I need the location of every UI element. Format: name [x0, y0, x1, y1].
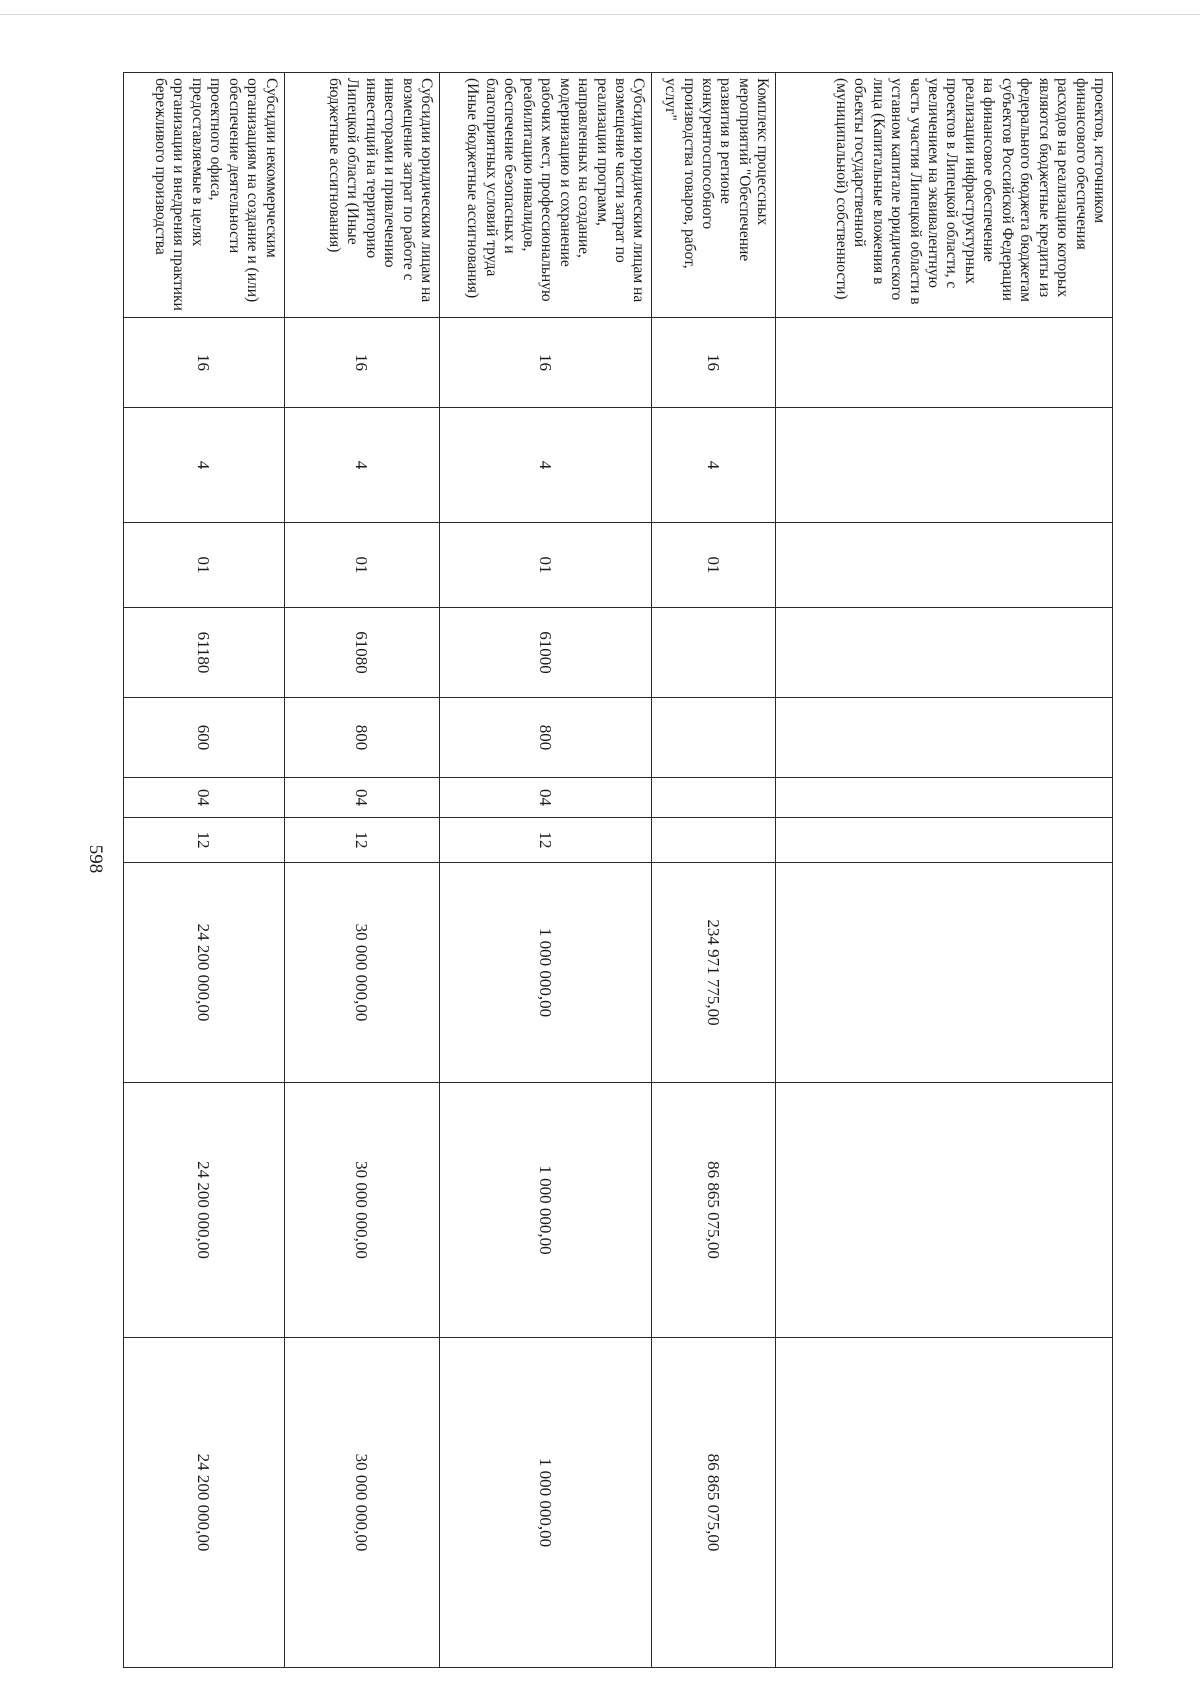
code-subsection: 12	[440, 818, 652, 863]
code-subsection: 12	[124, 818, 285, 863]
code-direction: 61000	[440, 608, 652, 698]
code-direction	[652, 608, 776, 698]
table-row	[776, 73, 1113, 1668]
code-expense-type	[776, 698, 1113, 778]
code-program	[776, 318, 1113, 408]
amount-year-1: 30 000 000,00	[284, 863, 439, 1083]
code-measure: 01	[284, 523, 439, 608]
code-subprogram: 4	[124, 408, 285, 523]
code-subprogram	[776, 408, 1113, 523]
table-row	[440, 73, 652, 1668]
amount-year-2: 24 200 000,00	[124, 1083, 285, 1338]
row-description: Субсидии некоммерческим организациям на создание и (или) обеспечение деятельности проектного офиса, предоставляемые в целях организации и внедрения практики бережливого производства	[124, 73, 285, 318]
code-section: 04	[124, 778, 285, 818]
code-expense-type: 800	[440, 698, 652, 778]
code-expense-type: 800	[284, 698, 439, 778]
amount-year-2	[776, 1083, 1113, 1338]
amount-year-3: 24 200 000,00	[124, 1338, 285, 1668]
code-direction: 61080	[284, 608, 439, 698]
amount-year-1	[776, 863, 1113, 1083]
code-program: 16	[284, 318, 439, 408]
amount-year-2: 1 000 000,00	[440, 1083, 652, 1338]
budget-table-rotated	[123, 72, 1113, 1667]
code-subsection	[652, 818, 776, 863]
code-subprogram: 4	[652, 408, 776, 523]
table-row	[652, 73, 776, 1668]
code-subsection	[776, 818, 1113, 863]
amount-year-2: 86 865 075,00	[652, 1083, 776, 1338]
amount-year-3: 30 000 000,00	[284, 1338, 439, 1668]
code-expense-type: 600	[124, 698, 285, 778]
code-direction	[776, 608, 1113, 698]
code-measure: 01	[124, 523, 285, 608]
code-subprogram: 4	[440, 408, 652, 523]
row-description: Субсидии юридическим лицам на возмещение затрат по работе с инвесторами и привлечению инвестиций на территорию Липецкой области (Иные бюджетные ассигнования)	[284, 73, 439, 318]
code-expense-type	[652, 698, 776, 778]
table-row	[284, 73, 439, 1668]
code-measure	[776, 523, 1113, 608]
code-direction: 61180	[124, 608, 285, 698]
row-description: проектов, источником финансового обеспечения расходов на реализацию которых являются бюджетные кредиты из федерального бюджета бюджетам субъектов Российской Федерации на финансовое обеспечение реализации инфраструктурных проектов в Липецкой области, с увеличением на эквивалентную часть участия Липецкой области в уставном капитале юридического лица (Капитальные вложения в объекты государственной (муниципальной) собственности)	[776, 73, 1113, 318]
code-section: 04	[284, 778, 439, 818]
code-program: 16	[652, 318, 776, 408]
code-program: 16	[124, 318, 285, 408]
row-description: Комплекс процессных мероприятий "Обеспечение развития в регионе конкурентоспособного производства товаров, работ, услуг"	[652, 73, 776, 318]
code-subprogram: 4	[284, 408, 439, 523]
amount-year-2: 30 000 000,00	[284, 1083, 439, 1338]
amount-year-3: 86 865 075,00	[652, 1338, 776, 1668]
code-section	[776, 778, 1113, 818]
code-measure: 01	[440, 523, 652, 608]
amount-year-1: 24 200 000,00	[124, 863, 285, 1083]
scan-edge-line	[0, 14, 1200, 15]
amount-year-1: 234 971 775,00	[652, 863, 776, 1083]
row-description: Субсидии юридическим лицам на возмещение части затрат по реализации программ, направленных на создание, модернизацию и сохранение рабочих мест, профессиональную реабилитацию инвалидов, обеспечение безопасных и благоприятных условий труда (Иные бюджетные ассигнования)	[440, 73, 652, 318]
code-section: 04	[440, 778, 652, 818]
table-row	[124, 73, 285, 1668]
page-number: 598	[85, 844, 106, 874]
code-program: 16	[440, 318, 652, 408]
code-subsection: 12	[284, 818, 439, 863]
amount-year-3	[776, 1338, 1113, 1668]
budget-table	[123, 72, 1113, 1668]
code-measure: 01	[652, 523, 776, 608]
amount-year-1: 1 000 000,00	[440, 863, 652, 1083]
code-section	[652, 778, 776, 818]
amount-year-3: 1 000 000,00	[440, 1338, 652, 1668]
